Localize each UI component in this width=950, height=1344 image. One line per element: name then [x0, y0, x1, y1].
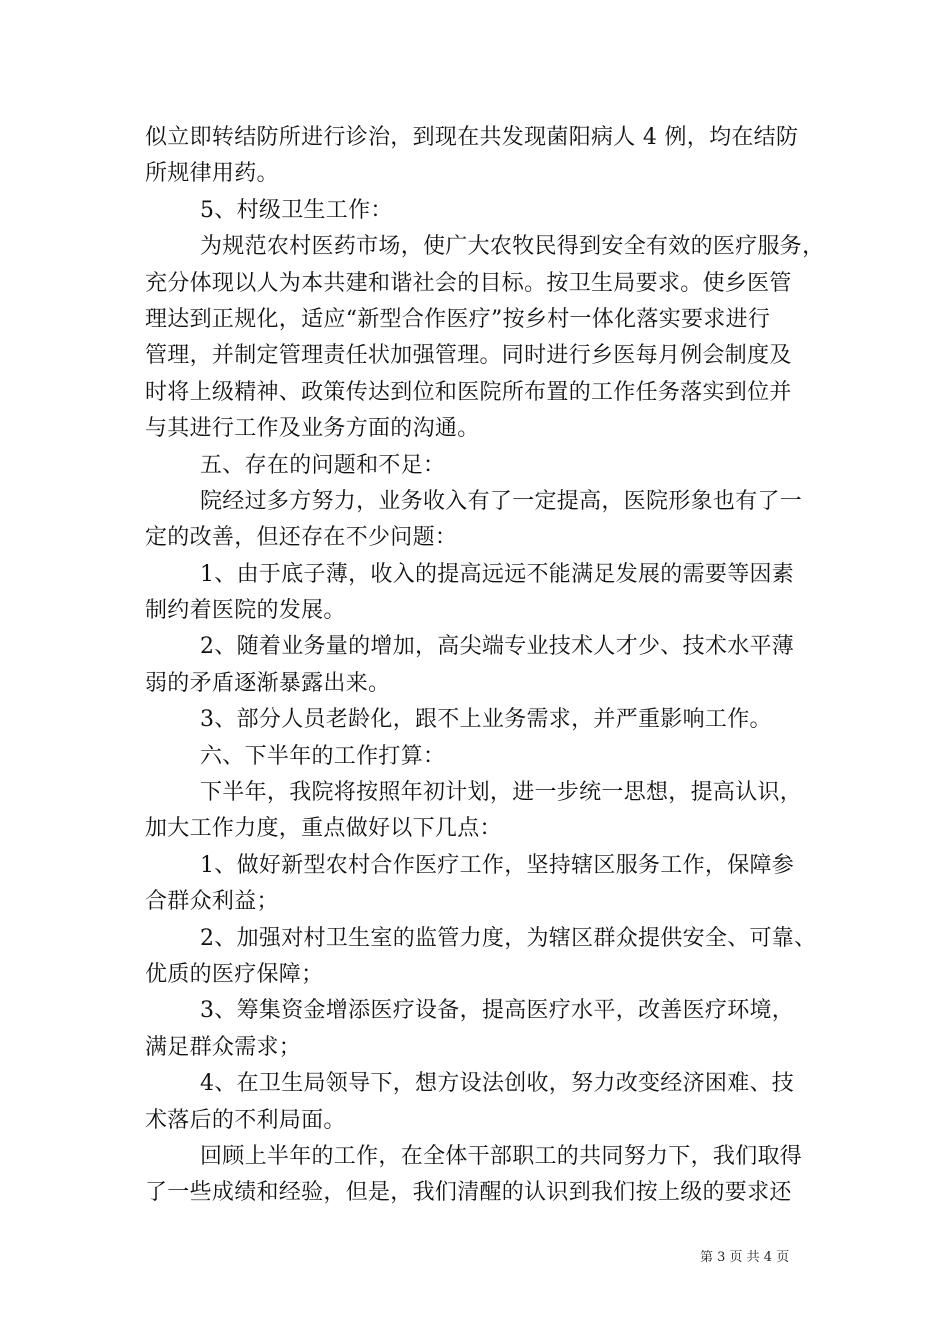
- list-item: 1、做好新型农村合作医疗工作，坚持辖区服务工作，保障参: [200, 852, 795, 878]
- text-line: 制约着医院的发展。: [145, 598, 346, 624]
- text-line: 时将上级精神、政策传达到位和医院所布置的工作任务落实到位并: [145, 379, 792, 405]
- text-line: 理达到正规化，适应“新型合作医疗”按乡村一体化落实要求进行: [145, 306, 771, 332]
- text-line: 满足群众需求；: [145, 1034, 302, 1060]
- text-line: 了一些成绩和经验，但是，我们清醒的认识到我们按上级的要求还: [145, 1180, 792, 1206]
- text-line: 加大工作力度，重点做好以下几点：: [145, 816, 502, 842]
- text-line: 下半年，我院将按照年初计划，进一步统一思想，提高认识，: [200, 780, 803, 806]
- text-line: 回顾上半年的工作，在全体干部职工的共同努力下，我们取得: [200, 1143, 803, 1169]
- text-line: 合群众利益；: [145, 889, 279, 915]
- text-line: 术落后的不利局面。: [145, 1107, 346, 1133]
- text-line: 充分体现以人为本共建和谐社会的目标。按卫生局要求。使乡医管: [145, 270, 792, 296]
- list-item: 4、在卫生局领导下，想方设法创收，努力改变经济困难、技: [200, 1071, 795, 1097]
- text-line: 管理，并制定管理责任状加强管理。同时进行乡医每月例会制度及: [145, 343, 792, 369]
- document-body: [145, 120, 825, 1212]
- text-line: 为规范农村医药市场，使广大农牧民得到安全有效的医疗服务，: [200, 234, 825, 260]
- section-heading: 五、存在的问题和不足：: [200, 452, 446, 478]
- list-item: 2、加强对村卫生室的监管力度，为辖区群众提供安全、可靠、: [200, 925, 817, 951]
- text-line: 与其进行工作及业务方面的沟通。: [145, 416, 480, 442]
- text-line: 弱的矛盾逐渐暴露出来。: [145, 670, 391, 696]
- text-line: 似立即转结防所进行诊治，到现在共发现菌阳病人 4 例，均在结防: [145, 125, 799, 150]
- section-heading: 六、下半年的工作打算：: [200, 743, 446, 769]
- list-item: 1、由于底子薄，收入的提高远远不能满足发展的需要等因素: [200, 561, 795, 587]
- text-line: 所规律用药。: [145, 161, 279, 187]
- text-line: 院经过多方努力，业务收入有了一定提高，医院形象也有了一: [200, 488, 803, 514]
- text-line: 定的改善，但还存在不少问题：: [145, 525, 458, 551]
- page-number: 第 3 页 共 4 页: [700, 1250, 790, 1265]
- list-item: 2、随着业务量的增加，高尖端专业技术人才少、技术水平薄: [200, 634, 795, 660]
- list-item: 3、部分人员老龄化，跟不上业务需求，并严重影响工作。: [200, 707, 772, 733]
- section-heading: 5、村级卫生工作：: [200, 197, 393, 223]
- list-item: 3、筹集资金增添医疗设备，提高医疗水平，改善医疗环境，: [200, 998, 795, 1024]
- text-line: 优质的医疗保障；: [145, 961, 324, 987]
